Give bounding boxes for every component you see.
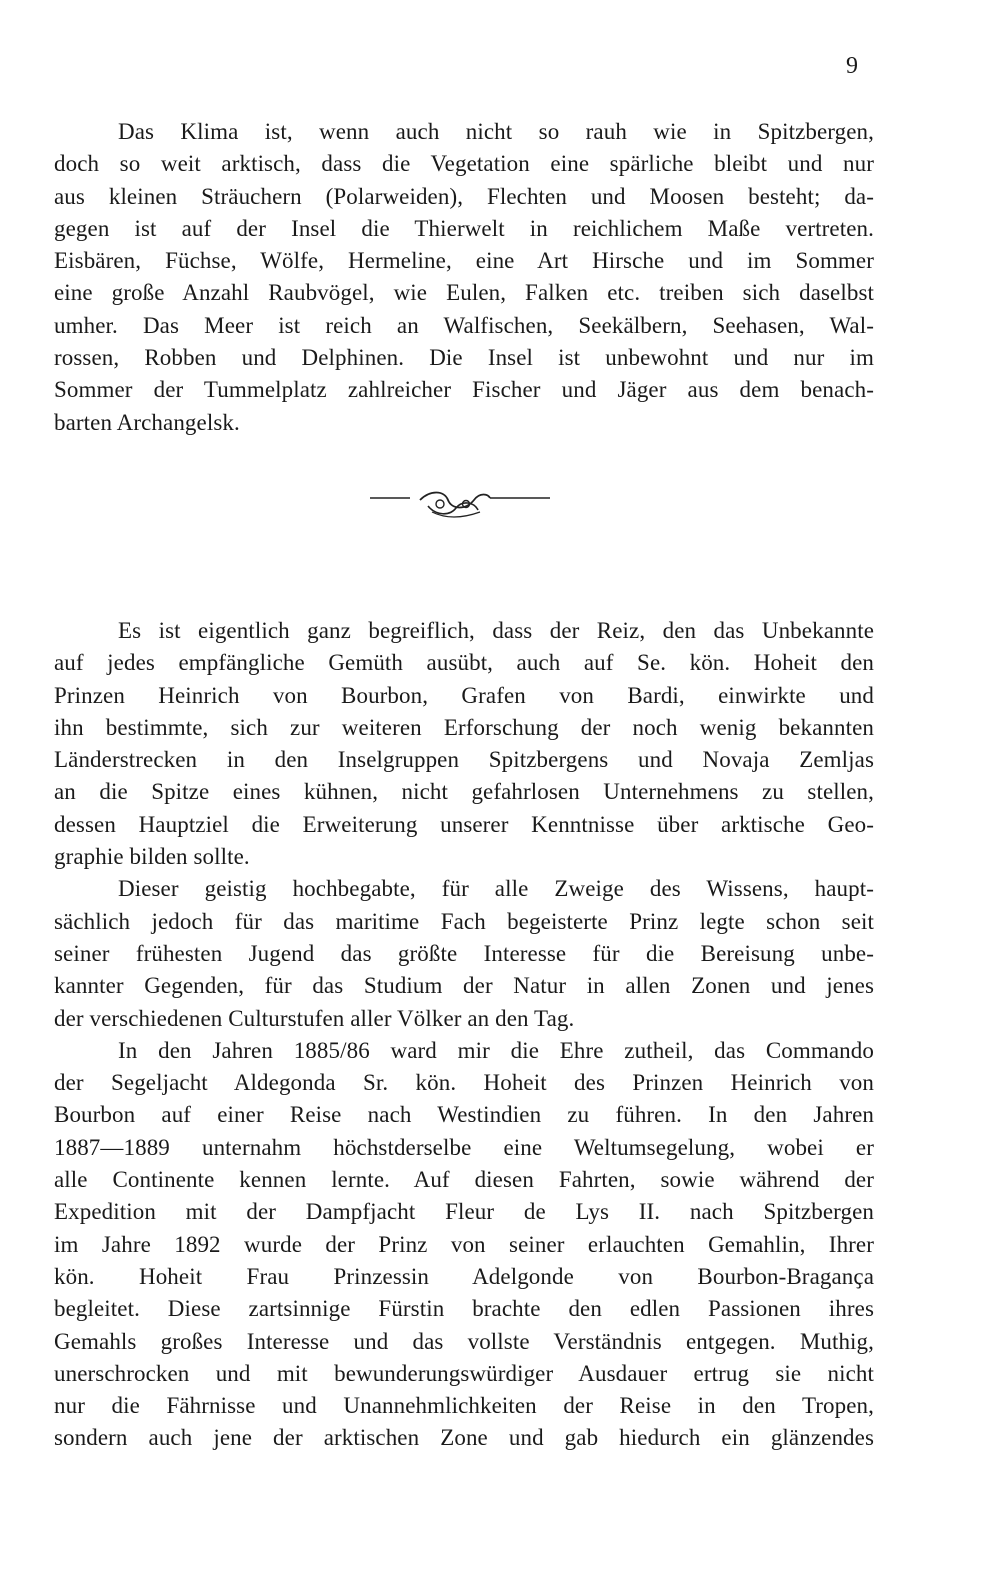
paragraph-3-line: Dieser geistig hochbegabte, für alle Zweige des Wissens, haupt- — [118, 876, 874, 902]
paragraph-2 — [54, 615, 874, 873]
paragraph-2-line: an die Spitze eines kühnen, nicht gefahrlosen Unternehmens zu stellen, — [54, 779, 874, 805]
paragraph-4 — [54, 1035, 874, 1455]
paragraph-4-line: sondern auch jene der arktischen Zone und gab hiedurch ein glänzendes — [54, 1425, 874, 1451]
paragraph-1-line: aus kleinen Sträuchern (Polarweiden), Flechten und Moosen besteht; da- — [54, 183, 874, 209]
paragraph-4-line: In den Jahren 1885/86 ward mir die Ehre zutheil, das Commando — [118, 1037, 874, 1063]
paragraph-4-line: Bourbon auf einer Reise nach Westindien zu führen. In den Jahren — [54, 1102, 874, 1128]
paragraph-4-line: der Segeljacht Aldegonda Sr. kön. Hoheit des Prinzen Heinrich von — [54, 1070, 874, 1096]
paragraph-2-line: Länderstrecken in den Inselgruppen Spitzbergens und Novaja Zemljas — [54, 747, 874, 773]
ornament-divider-icon — [370, 486, 550, 526]
paragraph-1-line: barten Archangelsk. — [54, 409, 240, 435]
paragraph-1-line: rossen, Robben und Delphinen. Die Insel ist unbewohnt und nur im — [54, 345, 874, 371]
paragraph-4-line: Gemahls großes Interesse und das vollste Verständnis entgegen. Muthig, — [54, 1328, 874, 1354]
paragraph-2-line: ihn bestimmte, sich zur weiteren Erforschung der noch wenig bekannten — [54, 714, 874, 740]
page-number: 9 — [846, 53, 858, 79]
paragraph-1-line: Sommer der Tummelplatz zahlreicher Fischer und Jäger aus dem benach- — [54, 377, 874, 403]
paragraph-1-line: Eisbären, Füchse, Wölfe, Hermeline, eine Art Hirsche und im Sommer — [54, 248, 874, 274]
text-block-top — [54, 116, 874, 439]
paragraph-3-line: der verschiedenen Culturstufen aller Völker an den Tag. — [54, 1005, 575, 1031]
paragraph-4-line: Expedition mit der Dampfjacht Fleur de Lys II. nach Spitzbergen — [54, 1199, 874, 1225]
paragraph-1-line: eine große Anzahl Raubvögel, wie Eulen, Falken etc. treiben sich daselbst — [54, 280, 874, 306]
paragraph-4-line: 1887—1889 unternahm höchstderselbe eine Weltumsegelung, wobei er — [54, 1134, 874, 1160]
paragraph-4-line: im Jahre 1892 wurde der Prinz von seiner erlauchten Gemahlin, Ihrer — [54, 1231, 874, 1257]
paragraph-4-line: kön. Hoheit Frau Prinzessin Adelgonde von Bourbon-Braganҫa — [54, 1263, 874, 1289]
paragraph-2-line: Es ist eigentlich ganz begreiflich, dass der Reiz, den das Unbekannte — [118, 618, 874, 643]
paragraph-2-line: graphie bilden sollte. — [54, 844, 250, 870]
paragraph-4-line: begleitet. Diese zartsinnige Fürstin brachte den edlen Passionen ihres — [54, 1296, 874, 1322]
paragraph-2-line: auf jedes empfängliche Gemüth ausübt, auch auf Se. kön. Hoheit den — [54, 650, 874, 676]
paragraph-4-line: nur die Fährnisse und Unannehmlichkeiten der Reise in den Tropen, — [54, 1393, 874, 1419]
paragraph-4-line: unerschrocken und mit bewunderungswürdiger Ausdauer ertrug sie nicht — [54, 1360, 874, 1386]
paragraph-1 — [54, 116, 874, 439]
paragraph-1-line: Das Klima ist, wenn auch nicht so rauh wie in Spitzbergen, — [118, 119, 874, 144]
paragraph-4-line: alle Continente kennen lernte. Auf diesen Fahrten, sowie während der — [54, 1167, 874, 1193]
paragraph-1-line: umher. Das Meer ist reich an Walfischen, Seekälbern, Seehasen, Wal- — [54, 312, 874, 338]
paragraph-3-line: kannter Gegenden, für das Studium der Natur in allen Zonen und jenes — [54, 973, 874, 999]
paragraph-2-line: Prinzen Heinrich von Bourbon, Grafen von Bardi, einwirkte und — [54, 682, 874, 708]
paragraph-3 — [54, 873, 874, 1034]
paragraph-1-line: doch so weit arktisch, dass die Vegetation eine spärliche bleibt und nur — [54, 151, 874, 177]
paragraph-3-line: seiner frühesten Jugend das größte Interesse für die Bereisung unbe- — [54, 940, 874, 966]
paragraph-1-line: gegen ist auf der Insel die Thierwelt in reichlichem Maße vertreten. — [54, 215, 874, 241]
text-block-bottom — [54, 615, 874, 1455]
paragraph-3-line: sächlich jedoch für das maritime Fach begeisterte Prinz legte schon seit — [54, 908, 874, 934]
paragraph-2-line: dessen Hauptziel die Erweiterung unserer Kenntnisse über arktische Geo- — [54, 811, 874, 837]
